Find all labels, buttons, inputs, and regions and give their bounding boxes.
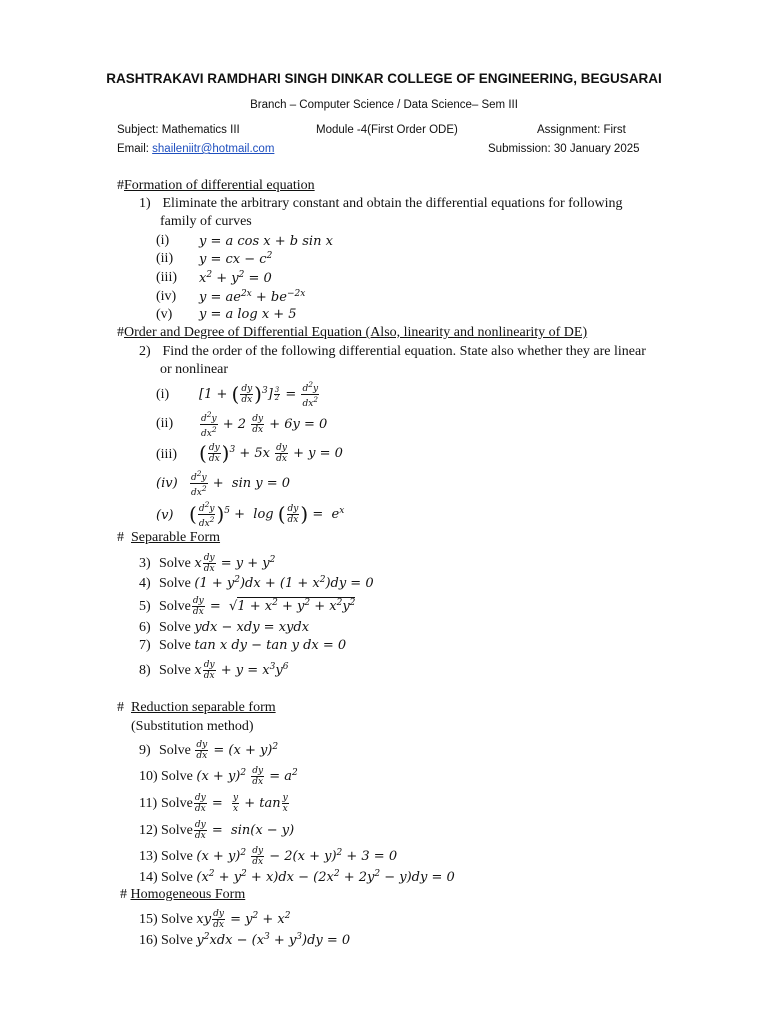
item-label: (iii)	[156, 447, 177, 462]
hash-mark: #	[117, 178, 124, 193]
section-title: Homogeneous Form	[130, 887, 246, 902]
email-label: Email:	[117, 143, 149, 155]
question-2-continued: or nonlinear	[160, 362, 229, 377]
item-label: (ii)	[156, 416, 174, 431]
branch-line: Branch – Computer Science / Data Science– Sem III	[250, 99, 518, 111]
section-title: Formation of differential equation	[124, 178, 315, 193]
equation: $y = ae^{2x} + be^{-2x}$	[199, 289, 306, 305]
question-number: 1)	[139, 196, 151, 211]
section-reduction-heading	[117, 700, 276, 716]
item-label: (i)	[156, 233, 170, 248]
hash-mark: #	[117, 530, 124, 545]
question-7: 7) Solve tan x dy − tan y dx = 0	[139, 638, 347, 653]
item-label: (v)	[156, 307, 173, 322]
item-label: (iii)	[156, 270, 177, 285]
section-title: Order and Degree of Differential Equation (Also, linearity and nonlinearity of DE)	[124, 325, 588, 340]
question-number: 2)	[139, 344, 151, 359]
item-label: (iv)	[156, 289, 177, 304]
question-2	[139, 344, 646, 360]
question-11: 11) Solve $\frac{dy}{dx}$ = $\frac{y}{x}$ + tan $\frac{y}{x}$	[139, 793, 288, 814]
equation: $x^2 + y^2 = 0$	[199, 270, 272, 286]
question-16: 16) Solve $y^2xdx - (x^3 + y^3)dy = 0$	[139, 932, 351, 948]
section-order-heading	[117, 325, 587, 341]
item-label: (i)	[156, 387, 170, 402]
equation: [1 + ( $\frac{dy}{dx}$ )$^3$] $\frac{3}{2}$ = $\frac{d^2y}{dx^2}$	[199, 380, 319, 409]
question-15: 15) Solve xy $\frac{dy}{dx}$ = $y^2 + x^2$	[139, 909, 291, 930]
email-row	[117, 143, 274, 155]
question-9: 9) Solve $\frac{dy}{dx}$ = $(x + y)^2$	[139, 740, 279, 761]
assignment-label: Assignment: First	[537, 124, 626, 136]
question-1	[139, 196, 623, 212]
question-3: 3) Solve x $\frac{dy}{dx}$ = $y + y^2$	[139, 553, 276, 574]
equation: $\frac{d^2y}{dx^2}$ + sin y = 0	[191, 469, 291, 498]
question-12: 12) Solve $\frac{dy}{dx}$ = sin(x − y)	[139, 820, 295, 841]
item-label: (v)	[156, 508, 174, 523]
question-1-continued: family of curves	[160, 214, 252, 229]
question-text: Find the order of the following differential equation. State also whether they are linear	[162, 344, 646, 359]
item-label: (ii)	[156, 251, 174, 266]
hash-mark: #	[120, 887, 127, 902]
equation: ( $\frac{d^2y}{dx^2}$ )$^5$ + log ( $\frac{dy}{dx}$ ) = $e^x$	[189, 500, 345, 529]
section-separable-heading	[117, 530, 220, 546]
question-6: 6) Solve ydx − xdy = xydx	[139, 620, 310, 635]
hash-mark: #	[117, 700, 124, 715]
question-5: 5) Solve $\frac{dy}{dx}$ = $√1 + x^2 + y^2 + x^2y^2$	[139, 596, 356, 617]
college-title: RASHTRAKAVI RAMDHARI SINGH DINKAR COLLEGE OF ENGINEERING, BEGUSARAI	[106, 71, 662, 86]
equation: ( $\frac{dy}{dx}$ )$^3$ + 5x $\frac{dy}{dx}$ + y = 0	[199, 441, 343, 465]
equation: y = a cos x + b sin x	[199, 234, 333, 249]
subject-label: Subject: Mathematics III	[117, 124, 240, 136]
section-homogeneous-heading	[120, 887, 245, 903]
question-10: 10) Solve $(x + y)^2$ $\frac{dy}{dx}$ = $a^2$	[139, 766, 298, 787]
question-8: 8) Solve x $\frac{dy}{dx}$ + $y = x^3y^6$	[139, 660, 289, 681]
submission-label: Submission: 30 January 2025	[488, 143, 640, 155]
section-subtitle: (Substitution method)	[131, 719, 254, 734]
question-14: 14) Solve $(x^2 + y^2 + x)dx - (2x^2 + 2y^2 - y)dy = 0$	[139, 869, 455, 885]
equation: $\frac{d^2y}{dx^2}$ + 2 $\frac{dy}{dx}$ + 6y = 0	[201, 410, 328, 439]
question-text: Eliminate the arbitrary constant and obtain the differential equations for following	[162, 196, 623, 211]
equation: y = cx − $c^2$	[199, 251, 273, 267]
module-label: Module -4(First Order ODE)	[316, 124, 458, 136]
section-title: Separable Form	[131, 530, 221, 545]
question-13: 13) Solve $(x + y)^2$ $\frac{dy}{dx}$ − $2(x + y)^2 + 3 = 0$	[139, 846, 398, 867]
equation: y = a log x + 5	[199, 307, 297, 322]
item-label: (iv)	[156, 476, 178, 491]
section-formation-heading	[117, 178, 315, 194]
email-link[interactable]: shaileniitr@hotmail.com	[152, 143, 275, 155]
section-title: Reduction separable form	[131, 700, 276, 715]
hash-mark: #	[117, 325, 124, 340]
question-4: 4) Solve $(1 + y^2)dx + (1 + x^2)dy = 0$	[139, 575, 374, 591]
